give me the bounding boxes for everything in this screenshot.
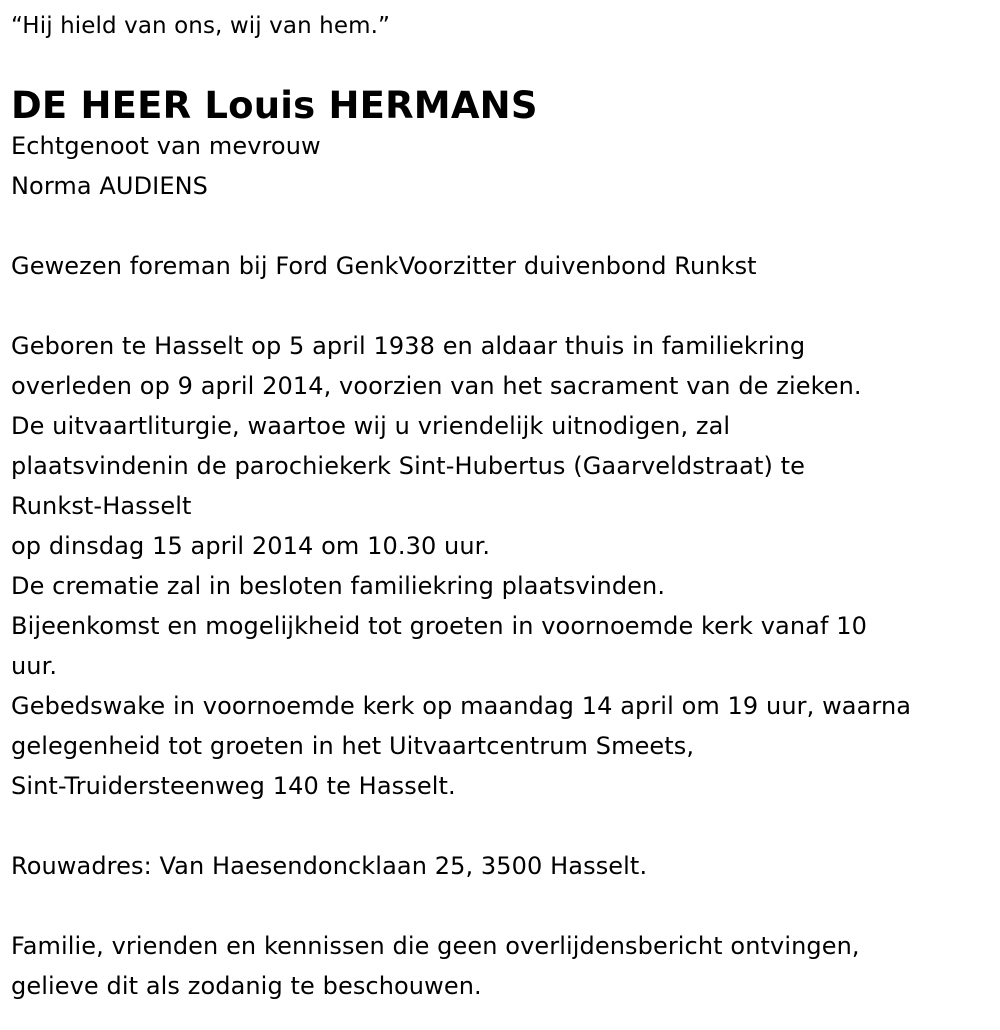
- details-line: overleden op 9 april 2014, voorzien van het sacrament van de zieken.: [11, 372, 862, 400]
- deceased-name: DE HEER Louis HERMANS: [11, 84, 538, 127]
- obituary-document: [11, 6, 996, 1006]
- details-line: De uitvaartliturgie, waartoe wij u vriendelijk uitnodigen, zal: [11, 412, 731, 440]
- spacer: [11, 806, 996, 846]
- details-line: Geboren te Hasselt op 5 april 1938 en aldaar thuis in familiekring: [11, 332, 806, 360]
- details-line: op dinsdag 15 april 2014 om 10.30 uur.: [11, 532, 491, 560]
- spacer: [11, 206, 996, 246]
- memorial-quote: “Hij hield van ons, wij van hem.”: [11, 13, 391, 39]
- details-line: Sint-Truidersteenweg 140 te Hasselt.: [11, 772, 456, 800]
- details-line: Gebedswake in voornoemde kerk op maandag 14 april om 19 uur, waarna: [11, 692, 912, 720]
- details-line: gelegenheid tot groeten in het Uitvaartcentrum Smeets,: [11, 732, 695, 760]
- spouse-line-1: Echtgenoot van mevrouw: [11, 132, 321, 160]
- spacer: [11, 886, 996, 926]
- details-line: uur.: [11, 652, 58, 680]
- mourning-address: Rouwadres: Van Haesendoncklaan 25, 3500 Hasselt.: [11, 852, 648, 880]
- occupation-line: Gewezen foreman bij Ford GenkVoorzitter duivenbond Runkst: [11, 252, 757, 280]
- details-line: Bijeenkomst en mogelijkheid tot groeten in voornoemde kerk vanaf 10: [11, 612, 867, 640]
- closing-note: [11, 926, 996, 1006]
- funeral-details: [11, 326, 996, 806]
- details-line: De crematie zal in besloten familiekring plaatsvinden.: [11, 572, 666, 600]
- closing-line: gelieve dit als zodanig te beschouwen.: [11, 972, 482, 1000]
- details-line: Runkst-Hasselt: [11, 492, 192, 520]
- spacer: [11, 286, 996, 326]
- closing-line: Familie, vrienden en kennissen die geen overlijdensbericht ontvingen,: [11, 932, 860, 960]
- spouse-line-2: Norma AUDIENS: [11, 172, 208, 200]
- details-line: plaatsvindenin de parochiekerk Sint-Hubertus (Gaarveldstraat) te: [11, 452, 806, 480]
